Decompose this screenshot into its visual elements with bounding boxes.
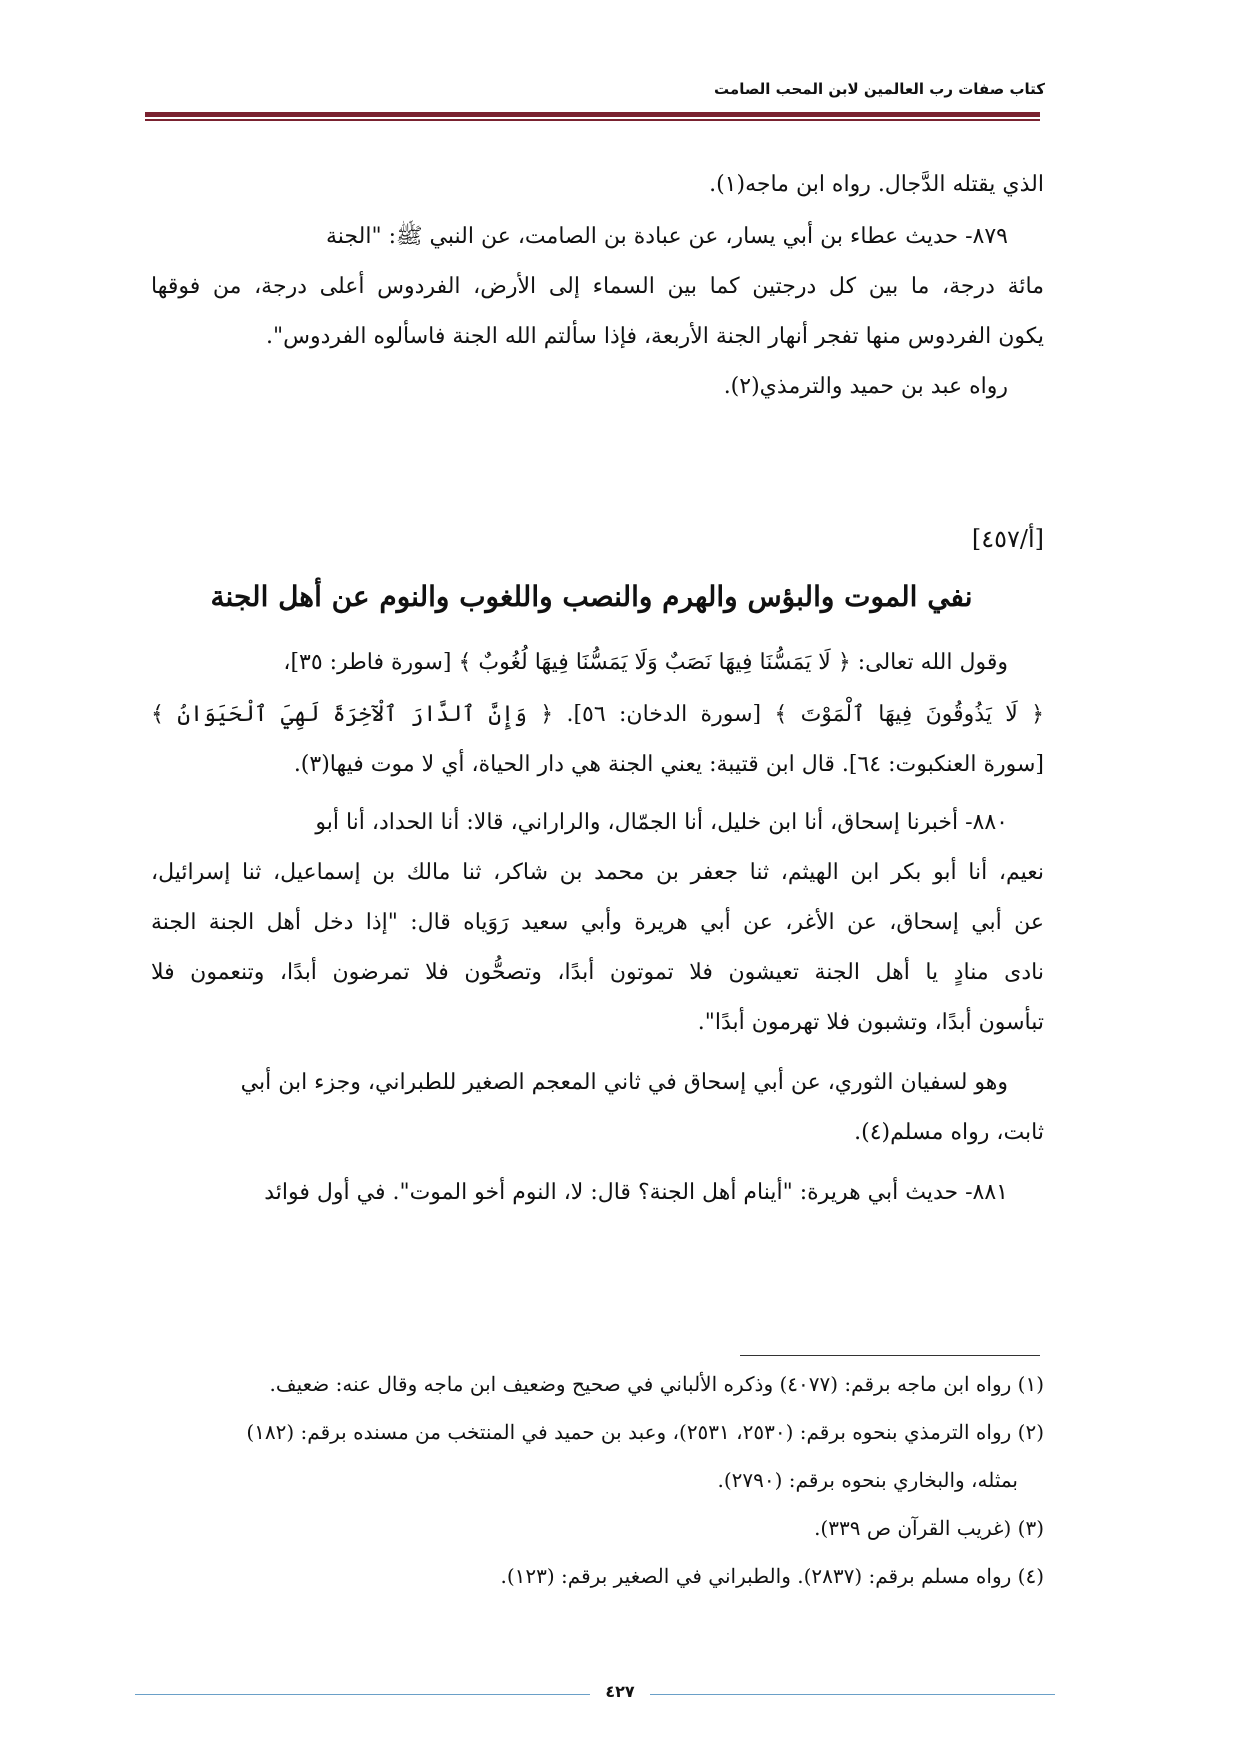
header-rule — [145, 112, 1040, 117]
hadith-879-line-3: يكون الفردوس منها تفجر أنهار الجنة الأربعة، فإذا سألتم الله الجنة فاسألوه الفردوس". — [265, 324, 1044, 349]
hadith-880-line-5: تبأسون أبدًا، وتشبون فلا تهرمون أبدًا". — [697, 1010, 1044, 1035]
quran-line-2: ﴿ لَا يَذُوقُونَ فِيهَا ٱلْمَوْتَ ﴾ [سورة الدخان: ٥٦]. ﴿ وَإِنَّ ٱلدَّارَ ٱلْآخِرَةَ لَهِيَ ٱلْحَيَوَانُ ﴾ — [151, 702, 1045, 727]
section-heading: نفي الموت والبؤس والهرم والنصب واللغوب والنوم عن أهل الجنة — [210, 580, 973, 613]
footnote-3: (٣) (غريب القرآن ص ٣٣٩). — [814, 1516, 1044, 1540]
footnote-separator — [740, 1355, 1040, 1356]
footnote-2: (٢) رواه الترمذي بنحوه برقم: (٢٥٣٠، ٢٥٣١)، وعبد بن حميد في المنتخب من مسنده برقم: (١٨٢) — [246, 1420, 1044, 1444]
page-number: ٤٢٧ — [605, 1682, 635, 1701]
folio-marker: [أ/٤٥٧] — [971, 525, 1044, 553]
footnote-1: (١) رواه ابن ماجه برقم: (٤٠٧٧) وذكره الألباني في صحيح وضعيف ابن ماجه وقال عنه: ضعيف. — [269, 1372, 1044, 1396]
hadith-880-line-2: نعيم، أنا أبو بكر ابن الهيثم، ثنا جعفر بن محمد بن شاكر، ثنا مالك بن إسماعيل، ثنا إسرائيل، — [151, 860, 1044, 885]
footer-rule-left — [135, 1694, 590, 1695]
hadith-880-line-3: عن أبي إسحاق، عن الأغر، عن أبي هريرة وأبي سعيد رَوَياه قال: "إذا دخل أهل الجنة الجنة — [151, 910, 1044, 935]
paragraph-sufyan-line-1: وهو لسفيان الثوري، عن أبي إسحاق في ثاني المعجم الصغير للطبراني، وجزء ابن أبي — [240, 1070, 1008, 1095]
paragraph-sufyan-line-2: ثابت، رواه مسلم(٤). — [854, 1120, 1044, 1145]
footer-rule-right — [650, 1694, 1055, 1695]
hadith-879-line-2: مائة درجة، ما بين كل درجتين كما بين السماء إلى الأرض، الفردوس أعلى درجة، من فوقها — [151, 274, 1044, 299]
paragraph-top: الذي يقتله الدَّجال. رواه ابن ماجه(١). — [709, 172, 1044, 197]
hadith-879-line-4: رواه عبد بن حميد والترمذي(٢). — [723, 374, 1008, 399]
header-rule-thin — [145, 119, 1040, 121]
hadith-880-line-1: ٨٨٠- أخبرنا إسحاق، أنا ابن خليل، أنا الجمّال، والراراني، قالا: أنا الحداد، أنا أبو — [315, 810, 1008, 835]
hadith-879-line-1: ٨٧٩- حديث عطاء بن أبي يسار، عن عبادة بن الصامت، عن النبي ﷺ: "الجنة — [326, 224, 1008, 249]
hadith-881-line-1: ٨٨١- حديث أبي هريرة: "أينام أهل الجنة؟ قال: لا، النوم أخو الموت". في أول فوائد — [264, 1180, 1008, 1205]
footnote-2-continued: بمثله، والبخاري بنحوه برقم: (٢٧٩٠). — [717, 1468, 1018, 1492]
quran-line-1: وقول الله تعالى: ﴿ لَا يَمَسُّنَا فِيهَا نَصَبٌ وَلَا يَمَسُّنَا فِيهَا لُغُوبٌ ﴾ [سورة فاطر: ٣٥]، — [283, 650, 1008, 675]
quran-line-3: [سورة العنكبوت: ٦٤]. قال ابن قتيبة: يعني الجنة هي دار الحياة، أي لا موت فيها(٣). — [293, 752, 1044, 777]
footnote-4: (٤) رواه مسلم برقم: (٢٨٣٧). والطبراني في الصغير برقم: (١٢٣). — [500, 1564, 1044, 1588]
running-header-title: كتاب صفات رب العالمين لابن المحب الصامت — [714, 80, 1045, 98]
hadith-880-line-4: نادى منادٍ يا أهل الجنة تعيشون فلا تموتون أبدًا، وتصحُّون فلا تمرضون أبدًا، وتنعمون فلا — [151, 960, 1044, 985]
